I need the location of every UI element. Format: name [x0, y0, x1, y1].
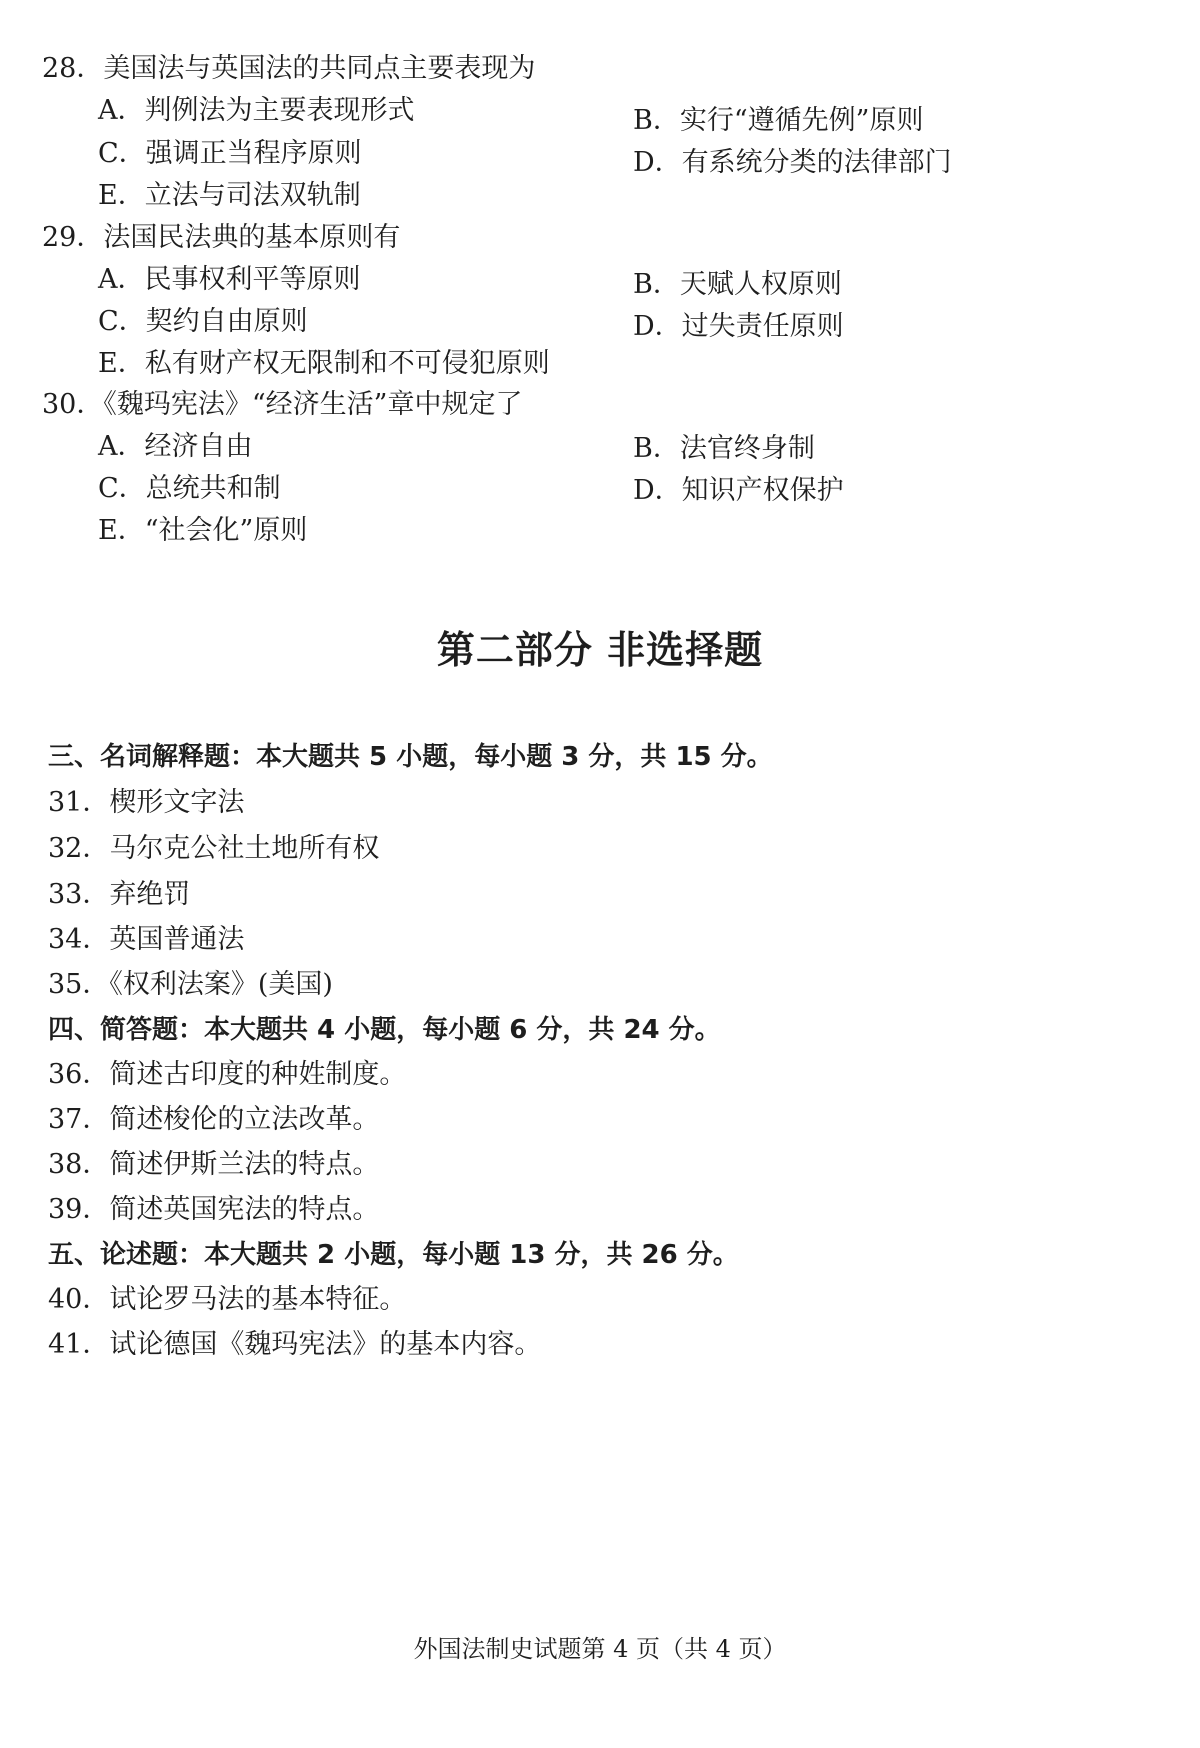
q28-option-b: B．实行“遵循先例”原则 — [633, 105, 924, 136]
section3-item: 33．弃绝罚 — [48, 879, 191, 910]
q28-option-d: D．有系统分类的法律部门 — [633, 147, 952, 178]
q29-option-c: C．契约自由原则 — [98, 306, 308, 337]
q28-option-a: A．判例法为主要表现形式 — [98, 95, 415, 126]
q28-option-c: C．强调正当程序原则 — [98, 138, 362, 169]
section4-item: 37．简述梭伦的立法改革。 — [48, 1104, 380, 1135]
q30-stem: 30．《魏玛宪法》“经济生活”章中规定了 — [42, 389, 523, 420]
section4-item: 39．简述英国宪法的特点。 — [48, 1194, 380, 1225]
section3-item: 32．马尔克公社土地所有权 — [48, 833, 380, 864]
q29-stem: 29．法国民法典的基本原则有 — [42, 222, 401, 253]
q28-stem: 28．美国法与英国法的共同点主要表现为 — [42, 53, 536, 84]
q29-option-b: B．天赋人权原则 — [633, 269, 842, 300]
q30-option-a: A．经济自由 — [98, 431, 253, 462]
page-footer: 外国法制史试题第 4 页（共 4 页） — [413, 1635, 787, 1663]
section3-item: 34．英国普通法 — [48, 924, 245, 955]
q29-option-e: E．私有财产权无限制和不可侵犯原则 — [98, 348, 550, 379]
q30-option-c: C．总统共和制 — [98, 473, 281, 504]
q30-option-e: E．“社会化”原则 — [98, 515, 308, 546]
q28-option-e: E．立法与司法双轨制 — [98, 180, 361, 211]
section3-heading: 三、名词解释题：本大题共 5 小题，每小题 3 分，共 15 分。 — [48, 742, 773, 772]
q29-option-d: D．过失责任原则 — [633, 311, 844, 342]
q30-option-d: D．知识产权保护 — [633, 475, 844, 506]
section3-item: 31．楔形文字法 — [48, 787, 245, 818]
part-title: 第二部分 非选择题 — [436, 628, 764, 672]
section5-item: 40．试论罗马法的基本特征。 — [48, 1284, 407, 1315]
q30-option-b: B．法官终身制 — [633, 433, 815, 464]
section5-heading: 五、论述题：本大题共 2 小题，每小题 13 分，共 26 分。 — [48, 1240, 739, 1270]
section5-item: 41．试论德国《魏玛宪法》的基本内容。 — [48, 1329, 542, 1360]
section4-item: 38．简述伊斯兰法的特点。 — [48, 1149, 380, 1180]
q29-option-a: A．民事权利平等原则 — [98, 264, 361, 295]
section4-item: 36．简述古印度的种姓制度。 — [48, 1059, 407, 1090]
section3-item: 35．《权利法案》(美国) — [48, 969, 333, 1000]
section4-heading: 四、简答题：本大题共 4 小题，每小题 6 分，共 24 分。 — [48, 1015, 721, 1045]
